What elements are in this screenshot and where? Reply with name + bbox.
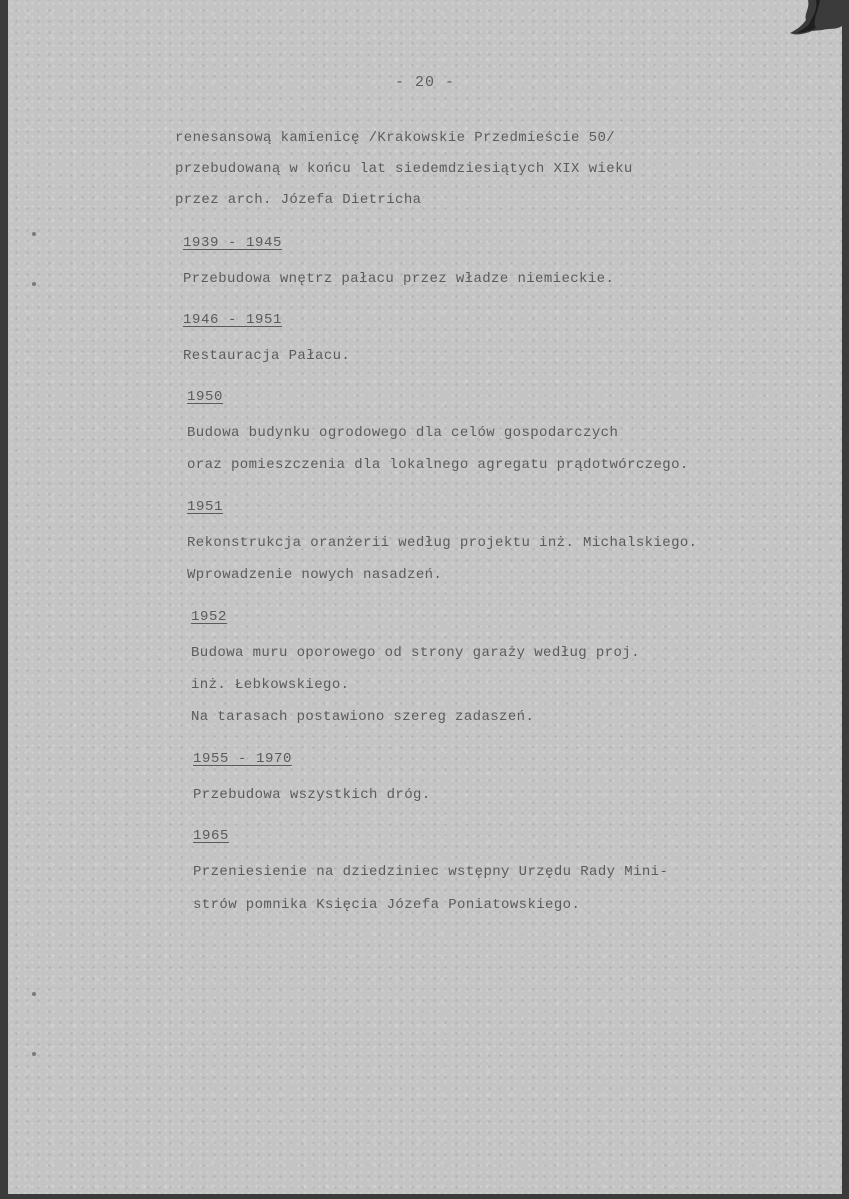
entry-1939-1945 xyxy=(175,233,815,289)
punch-mark xyxy=(32,992,36,996)
entry-year: 1955 - 1970 xyxy=(193,751,293,767)
entry-year: 1939 - 1945 xyxy=(183,235,283,251)
chronology-text xyxy=(175,128,815,915)
text-line: Rekonstrukcja oranżerii według projektu inż. Michalskiego. xyxy=(187,535,698,551)
text-line: Restauracja Pałacu. xyxy=(183,348,351,364)
text-line: inż. Łebkowskiego. xyxy=(191,677,350,693)
entry-1952 xyxy=(175,607,815,727)
entry-year: 1946 - 1951 xyxy=(183,312,283,328)
text-line: Przeniesienie na dziedziniec wstępny Urzędu Rady Mini- xyxy=(193,864,669,880)
torn-corner xyxy=(782,0,842,50)
entry-1946-1951 xyxy=(175,310,815,366)
punch-mark xyxy=(32,282,36,286)
entry-year: 1965 xyxy=(193,828,230,844)
text-line: renesansową kamienicę /Krakowskie Przedmieście 50/ xyxy=(175,130,616,146)
entry-continuation xyxy=(175,128,815,210)
text-line: oraz pomieszczenia dla lokalnego agregatu prądotwórczego. xyxy=(187,457,689,473)
text-line: Budowa muru oporowego od strony garaży według proj. xyxy=(191,645,640,661)
entry-1965 xyxy=(175,826,815,915)
text-line: strów pomnika Księcia Józefa Poniatowskiego. xyxy=(193,897,581,913)
entry-1951 xyxy=(175,497,815,585)
punch-mark xyxy=(32,1052,36,1056)
entry-year: 1950 xyxy=(187,389,224,405)
text-line: przez arch. Józefa Dietricha xyxy=(175,192,422,208)
text-line: przebudowaną w końcu lat siedemdziesiątych XIX wieku xyxy=(175,161,633,177)
entry-year: 1951 xyxy=(187,499,224,515)
text-line: Przebudowa wszystkich dróg. xyxy=(193,787,431,803)
text-line: Budowa budynku ogrodowego dla celów gospodarczych xyxy=(187,425,619,441)
punch-mark xyxy=(32,232,36,236)
document-page xyxy=(8,0,842,1194)
text-line: Na tarasach postawiono szereg zadaszeń. xyxy=(191,709,535,725)
entry-1955-1970 xyxy=(175,749,815,805)
entry-year: 1952 xyxy=(191,609,228,625)
text-line: Przebudowa wnętrz pałacu przez władze niemieckie. xyxy=(183,271,615,287)
entry-1950 xyxy=(175,387,815,475)
text-line: Wprowadzenie nowych nasadzeń. xyxy=(187,567,443,583)
page-number: - 20 - xyxy=(394,74,455,91)
